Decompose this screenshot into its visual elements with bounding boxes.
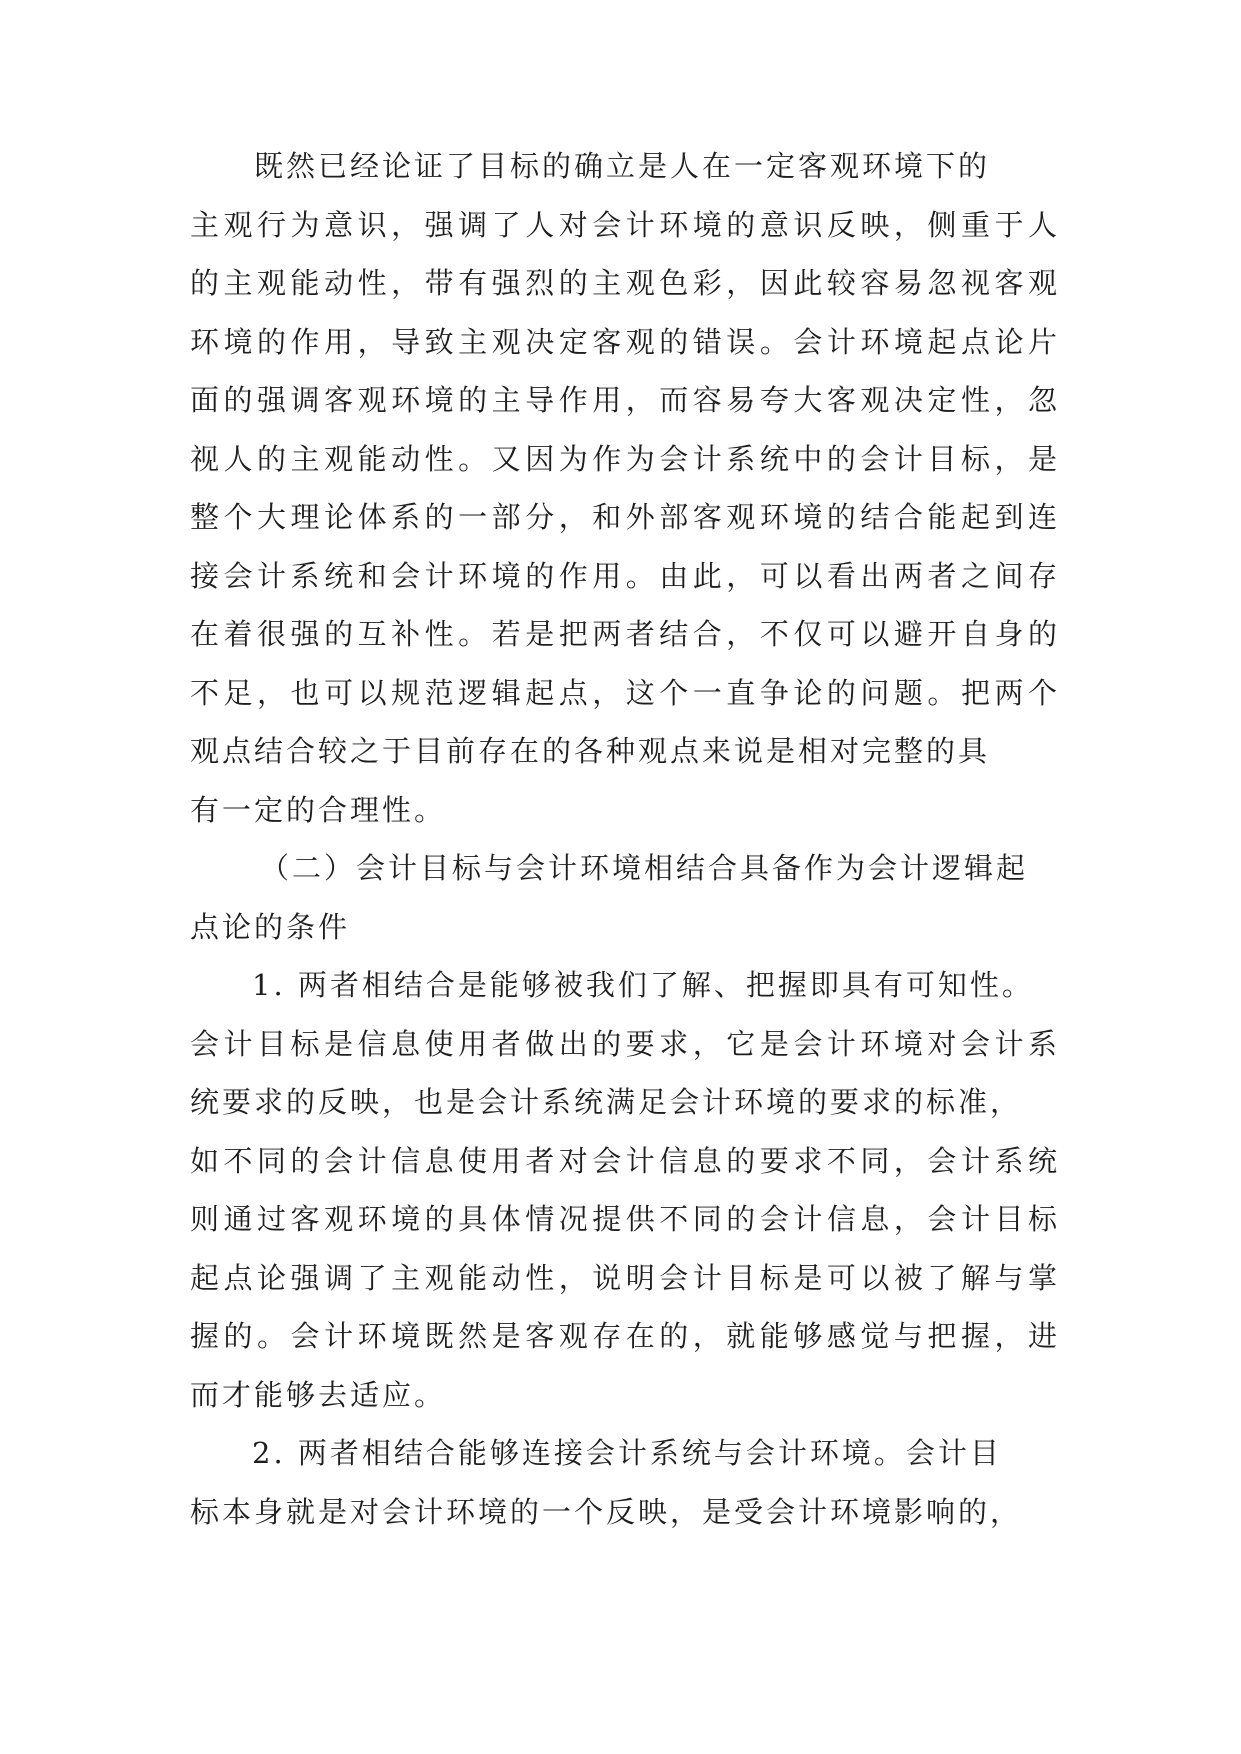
paragraph-line: 则通过客观环境的具体情况提供不同的会计信息，会计目标 <box>190 1202 1060 1236</box>
paragraph-line: 1. 两者相结合是能够被我们了解、把握即具有可知性。 <box>252 968 1034 1002</box>
paragraph-line: 整个大理论体系的一部分，和外部客观环境的结合能起到连 <box>190 500 1060 534</box>
paragraph-3 <box>190 1424 1060 1541</box>
paragraph-line: 在着很强的互补性。若是把两者结合，不仅可以避开自身的 <box>190 617 1060 651</box>
paragraph-line: 不足，也可以规范逻辑起点，这个一直争论的问题。把两个 <box>190 675 1060 710</box>
paragraph-line: 面的强调客观环境的主导作用，而容易夸大客观决定性，忽 <box>190 383 1060 417</box>
paragraph-line: 接会计系统和会计环境的作用。由此，可以看出两者之间存 <box>190 558 1060 593</box>
paragraph-line: 的主观能动性，带有强烈的主观色彩，因此较容易忽视客观 <box>190 266 1060 300</box>
paragraph-line: 标本身就是对会计环境的一个反映，是受会计环境影响的， <box>190 1494 1023 1529</box>
paragraph-line: 握的。会计环境既然是客观存在的，就能够感觉与把握，进 <box>190 1319 1060 1353</box>
heading-line: 点论的条件 <box>190 909 351 944</box>
section-heading <box>190 839 1060 956</box>
paragraph-line: 如不同的会计信息使用者对会计信息的要求不同，会计系统 <box>190 1143 1060 1178</box>
paragraph-line: 主观行为意识，强调了人对会计环境的意识反映，侧重于人 <box>190 207 1060 242</box>
heading-line: （二）会计目标与会计环境相结合具备作为会计逻辑起 <box>260 851 1029 885</box>
paragraph-line: 视人的主观能动性。又因为作为会计系统中的会计目标，是 <box>190 441 1060 476</box>
paragraph-line: 会计目标是信息使用者做出的要求，它是会计环境对会计系 <box>190 1026 1060 1061</box>
paragraph-line: 既然已经论证了目标的确立是人在一定客观环境下的 <box>254 149 991 183</box>
paragraph-line: 观点结合较之于目前存在的各种观点来说是相对完整的具 <box>190 734 991 768</box>
paragraph-line: 2. 两者相结合能够连接会计系统与会计环境。会计目 <box>252 1436 1002 1470</box>
paragraph-line: 环境的作用，导致主观决定客观的错误。会计环境起点论片 <box>190 324 1060 359</box>
paragraph-line: 而才能够去适应。 <box>190 1377 447 1412</box>
paragraph-line: 起点论强调了主观能动性，说明会计目标是可以被了解与掌 <box>190 1260 1060 1295</box>
document-body <box>190 137 1060 1541</box>
paragraph-line: 统要求的反映，也是会计系统满足会计环境的要求的标准， <box>190 1085 1023 1119</box>
paragraph-1 <box>190 137 1060 839</box>
paragraph-2 <box>190 956 1060 1424</box>
paragraph-line: 有一定的合理性。 <box>190 792 447 827</box>
